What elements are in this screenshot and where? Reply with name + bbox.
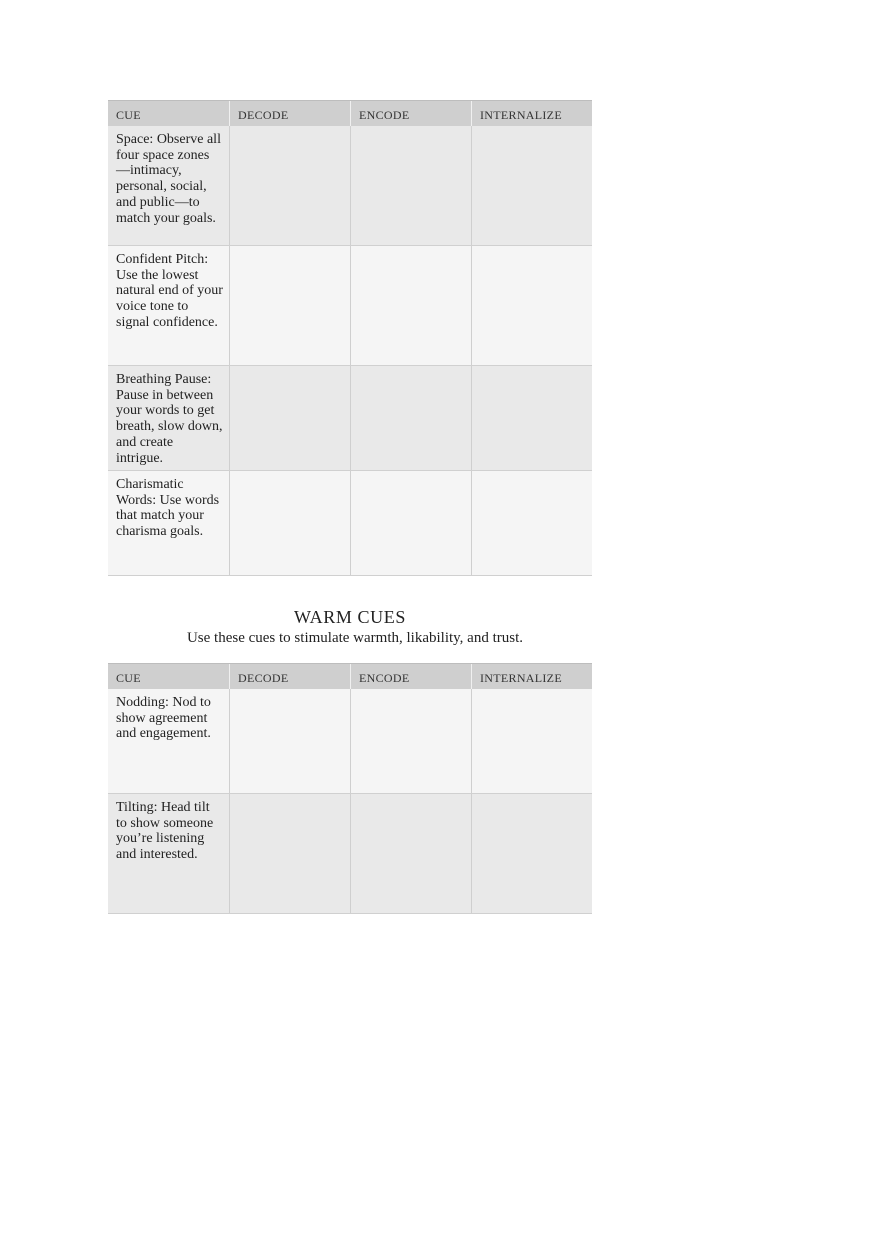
- decode-cell[interactable]: [229, 794, 350, 913]
- header-encode: ENCODE: [350, 101, 471, 126]
- cue-cell: Breathing Pause: Pause in between your words to get breath, slow down, and create intrigue.: [116, 372, 223, 466]
- decode-cell[interactable]: [229, 246, 350, 365]
- internalize-cell[interactable]: [471, 689, 592, 793]
- decode-cell[interactable]: [229, 366, 350, 470]
- internalize-cell[interactable]: [471, 246, 592, 365]
- cue-cell: Tilting: Head tilt to show someone you’re listening and interested.: [116, 800, 214, 863]
- internalize-cell[interactable]: [471, 794, 592, 913]
- internalize-cell[interactable]: [471, 366, 592, 470]
- decode-cell[interactable]: [229, 471, 350, 575]
- header-cue: CUE: [116, 108, 141, 122]
- section-subtitle: Use these cues to stimulate warmth, likability, and trust.: [186, 630, 524, 646]
- header-decode: DECODE: [229, 664, 350, 689]
- section-title: WARM CUES: [294, 607, 406, 627]
- charisma-cues-table: [108, 100, 592, 576]
- encode-cell[interactable]: [350, 471, 471, 575]
- header-decode: DECODE: [229, 101, 350, 126]
- encode-cell[interactable]: [350, 689, 471, 793]
- table-row: [108, 126, 592, 246]
- header-encode: ENCODE: [350, 664, 471, 689]
- table-header: [108, 100, 592, 126]
- table-row: [108, 366, 592, 471]
- cue-cell: Nodding: Nod to show agreement and engagement.: [116, 695, 211, 742]
- decode-cell[interactable]: [229, 689, 350, 793]
- decode-cell[interactable]: [229, 126, 350, 245]
- table-row: [108, 246, 592, 366]
- encode-cell[interactable]: [350, 794, 471, 913]
- table-row: [108, 689, 592, 794]
- cue-cell: Confident Pitch: Use the lowest natural end of your voice tone to signal confidence.: [116, 252, 223, 330]
- table-header: [108, 663, 592, 689]
- internalize-cell[interactable]: [471, 126, 592, 245]
- header-internalize: INTERNALIZE: [471, 664, 592, 689]
- header-internalize: INTERNALIZE: [471, 101, 592, 126]
- header-cue: CUE: [116, 671, 141, 685]
- table-row: [108, 794, 592, 914]
- table-row: [108, 471, 592, 576]
- warm-cues-table: [108, 663, 592, 914]
- cue-cell: Charismatic Words: Use words that match your charisma goals.: [116, 477, 220, 540]
- internalize-cell[interactable]: [471, 471, 592, 575]
- encode-cell[interactable]: [350, 246, 471, 365]
- encode-cell[interactable]: [350, 366, 471, 470]
- encode-cell[interactable]: [350, 126, 471, 245]
- cue-cell: Space: Observe all four space zones—intimacy, personal, social, and public—to match your goals.: [116, 132, 221, 226]
